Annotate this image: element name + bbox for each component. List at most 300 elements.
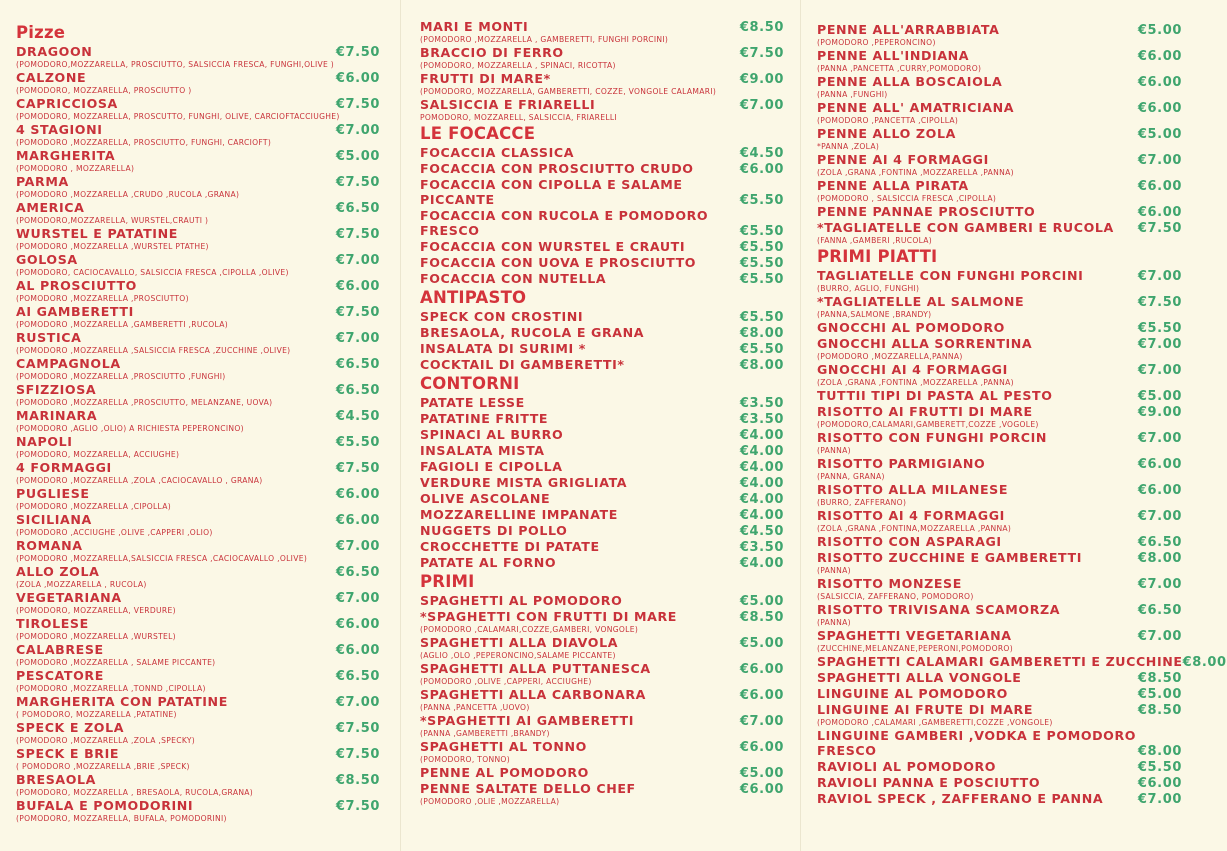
dish-ingredients: (POMODORO , SALSICCIA FRESCA ,CIPOLLA): [817, 194, 997, 203]
menu-item-row: [420, 325, 784, 341]
menu-item: [420, 713, 784, 739]
menu-item-row: [420, 255, 784, 271]
dish-ingredients: (PANNA ,PANCETTA ,UOVO): [420, 703, 530, 712]
dish-name: SPAGHETTI ALLA DIAVOLA: [420, 635, 619, 650]
menu-item-row: [817, 336, 1182, 352]
menu-item: [817, 100, 1182, 126]
dish-price: €3.50: [739, 396, 784, 411]
menu-item-row: [16, 694, 380, 710]
dish-name: PENNE ALL'ARRABBIATA: [817, 22, 1000, 37]
dish-name: PATATE AL FORNO: [420, 555, 557, 570]
dish-name: PUGLIESE: [16, 486, 90, 501]
menu-item: [16, 564, 380, 590]
dish-ingredients: (PANNA, GRANA): [817, 472, 885, 481]
menu-item: [420, 161, 784, 177]
dish-name: SPAGHETTI ALLA VONGOLE: [817, 670, 1022, 685]
dish-ingredients: ( POMODORO, MOZZARELLA ,PATATINE): [16, 710, 177, 719]
menu-item-row: [817, 294, 1182, 310]
dish-name: PICCANTE: [420, 192, 495, 207]
menu-section: [420, 19, 784, 123]
dish-price: €6.00: [739, 162, 784, 177]
menu-item: [420, 145, 784, 161]
dish-name: PARMA: [16, 174, 69, 189]
dish-price: €9.00: [739, 72, 784, 87]
menu-item: [16, 70, 380, 96]
dish-price: €7.00: [1137, 431, 1182, 446]
dish-name: AMERICA: [16, 200, 85, 215]
menu-item-row: [420, 507, 784, 523]
menu-item: [16, 330, 380, 356]
menu-item-row: [817, 362, 1182, 378]
menu-item: [420, 357, 784, 373]
dish-price: €7.00: [1137, 577, 1182, 592]
menu-item: [16, 278, 380, 304]
dish-ingredients: (POMODORO ,MOZZARELLA ,CRUDO ,RUCOLA ,GRANA): [16, 190, 240, 199]
dish-ingredients: (POMODORO, CACIOCAVALLO, SALSICCIA FRESCA ,CIPOLLA ,OLIVE): [16, 268, 289, 277]
menu-item-row: [817, 775, 1182, 791]
dish-price: €5.50: [739, 224, 784, 239]
menu-item-row: [420, 555, 784, 571]
menu-item: [16, 356, 380, 382]
menu-item: [420, 309, 784, 325]
menu-item-row: [16, 330, 380, 346]
menu-item: [817, 178, 1182, 204]
menu-item-row: [420, 395, 784, 411]
menu-item-row: [16, 564, 380, 580]
menu-item: [16, 200, 380, 226]
menu-item-row: [817, 48, 1182, 64]
dish-name: PENNE SALTATE DELLO CHEF: [420, 781, 636, 796]
menu-item: [817, 628, 1182, 654]
menu-item-row: [16, 122, 380, 138]
dish-price: €6.50: [335, 357, 380, 372]
dish-price: €8.50: [739, 20, 784, 35]
menu-item-row: [420, 765, 784, 781]
dish-name: CAMPAGNOLA: [16, 356, 121, 371]
dish-ingredients: (POMODORO ,MOZZARELLA ,PROSCIUTTO ,FUNGHI): [16, 372, 226, 381]
dish-name: LINGUINE AL POMODORO: [817, 686, 1008, 701]
dish-price: €7.00: [335, 123, 380, 138]
dish-ingredients: (POMODORO ,MOZZARELLA ,PROSCIUTTO, MELANZANE, UOVA): [16, 398, 273, 407]
menu-item-row: [16, 96, 380, 112]
menu-item: [16, 616, 380, 642]
dish-price: €7.00: [1137, 363, 1182, 378]
dish-price: €5.50: [739, 310, 784, 325]
menu-item-row: [817, 550, 1182, 566]
dish-name: FOCACCIA CLASSICA: [420, 145, 575, 160]
menu-item: [420, 443, 784, 459]
dish-ingredients: (POMODORO ,OLIVE ,CAPPERI, ACCIUGHE): [420, 677, 592, 686]
menu-item: [16, 746, 380, 772]
menu-item-row: [16, 70, 380, 86]
dish-ingredients: (POMODORO ,MOZZARELLA ,ZOLA ,SPECKY): [16, 736, 196, 745]
menu-section: [420, 571, 784, 807]
menu-item: [420, 97, 784, 123]
menu-item: [16, 382, 380, 408]
dish-price: €7.50: [335, 305, 380, 320]
dish-ingredients: (POMODORO, MOZZARELLA, VERDURE): [16, 606, 176, 615]
menu-item-row: [817, 268, 1182, 284]
dish-name: RISOTTO CON FUNGHI PORCIN: [817, 430, 1048, 445]
dish-price: €6.00: [1137, 483, 1182, 498]
dish-ingredients: (POMODORO, MOZZARELLA , BRESAOLA, RUCOLA,GRANA): [16, 788, 254, 797]
dish-name: FRUTTI DI MARE*: [420, 71, 551, 86]
menu-item-row: [16, 278, 380, 294]
dish-name: BUFALA E POMODORINI: [16, 798, 194, 813]
menu-item-row: [16, 382, 380, 398]
dish-price: €8.00: [1137, 744, 1182, 759]
menu-item: [817, 743, 1182, 759]
menu-item: [420, 661, 784, 687]
menu-item-row: [817, 602, 1182, 618]
menu-item-row: [16, 408, 380, 424]
menu-item: [420, 475, 784, 491]
menu-item: [817, 48, 1182, 74]
dish-price: €7.50: [335, 97, 380, 112]
menu-item: [420, 427, 784, 443]
dish-name: MARI E MONTI: [420, 19, 529, 34]
dish-name: FOCACCIA CON UOVA E PROSCIUTTO: [420, 255, 697, 270]
menu-section: [16, 22, 380, 824]
dish-ingredients: (POMODORO ,CALAMARI,COZZE,GAMBERI, VONGOLE): [420, 625, 639, 634]
menu-item-row: [420, 357, 784, 373]
dish-ingredients: (ZOLA ,GRANA ,FONTINA ,MOZZARELLA ,PANNA): [817, 168, 1014, 177]
dish-name: PENNE AL POMODORO: [420, 765, 589, 780]
menu-section: [817, 22, 1182, 246]
dish-name: INSALATA MISTA: [420, 443, 545, 458]
dish-price: €4.50: [335, 409, 380, 424]
menu-item-row: [817, 628, 1182, 644]
dish-name: SPAGHETTI ALLA CARBONARA: [420, 687, 646, 702]
menu-item-row: [817, 508, 1182, 524]
dish-ingredients: (POMODORO, MOZZARELLA, PROSCUTTO, FUNGHI, OLIVE, CARCIOFTACCIUGHE): [16, 112, 340, 121]
dish-name: RISOTTO AI 4 FORMAGGI: [817, 508, 1005, 523]
dish-ingredients: (POMODORO ,MOZZARELLA ,PROSCIUTTO): [16, 294, 189, 303]
dish-name: TUTTII TIPI DI PASTA AL PESTO: [817, 388, 1053, 403]
menu-item: [817, 294, 1182, 320]
dish-name: PENNE ALL' AMATRICIANA: [817, 100, 1015, 115]
dish-name: SPECK CON CROSTINI: [420, 309, 584, 324]
dish-ingredients: (BURRO, ZAFFERANO): [817, 498, 907, 507]
menu-item-row: [16, 668, 380, 684]
dish-price: €7.00: [1137, 269, 1182, 284]
dish-name: WURSTEL E PATATINE: [16, 226, 178, 241]
menu-item: [420, 395, 784, 411]
dish-ingredients: (FANNA ,GAMBERI ,RUCOLA): [817, 236, 933, 245]
menu-item: [817, 670, 1182, 686]
dish-price: €7.00: [335, 253, 380, 268]
dish-price: €6.00: [1137, 101, 1182, 116]
menu-item: [16, 122, 380, 148]
menu-item-row: [16, 148, 380, 164]
menu-item: [817, 220, 1182, 246]
menu-item-row: [817, 152, 1182, 168]
dish-ingredients: (POMODORO ,MOZZARELLA ,CIPOLLA): [16, 502, 172, 511]
dish-price: €7.50: [335, 227, 380, 242]
dish-price: €4.00: [739, 508, 784, 523]
dish-name: BRESAOLA: [16, 772, 96, 787]
menu-item-row: [817, 791, 1182, 807]
dish-price: €4.00: [739, 556, 784, 571]
dish-ingredients: (POMODORO ,MOZZARELLA ,ZOLA ,CACIOCAVALLO , GRANA): [16, 476, 263, 485]
dish-price: €7.50: [335, 461, 380, 476]
dish-price: €5.00: [1137, 23, 1182, 38]
dish-price: €4.00: [739, 428, 784, 443]
menu-item-row: [420, 208, 784, 223]
menu-item: [420, 325, 784, 341]
dish-price: €6.50: [1137, 535, 1182, 550]
menu-item: [420, 19, 784, 45]
menu-item: [16, 642, 380, 668]
dish-ingredients: (POMODORO, MOZZARELLA, BUFALA, POMODORINI): [16, 814, 227, 823]
menu-item: [817, 388, 1182, 404]
menu-item-row: [16, 798, 380, 814]
menu-item: [16, 226, 380, 252]
menu-item-row: [16, 590, 380, 606]
menu-item-row: [420, 687, 784, 703]
menu-item-row: [16, 304, 380, 320]
dish-price: €6.00: [1137, 179, 1182, 194]
menu-item-row: [16, 746, 380, 762]
dish-price: €5.50: [335, 435, 380, 450]
dish-name: AI GAMBERETTI: [16, 304, 134, 319]
menu-item-row: [817, 654, 1227, 670]
dish-ingredients: (PANNA): [817, 566, 851, 575]
menu-item: [420, 539, 784, 555]
dish-price: €8.00: [1182, 655, 1227, 670]
dish-price: €6.00: [739, 782, 784, 797]
menu-item-row: [420, 523, 784, 539]
menu-item-row: [817, 204, 1182, 220]
menu-item: [817, 602, 1182, 628]
menu-item-row: [817, 702, 1182, 718]
menu-item-row: [420, 161, 784, 177]
menu-section: [817, 246, 1227, 807]
menu-item-row: [16, 174, 380, 190]
dish-price: €7.00: [739, 714, 784, 729]
menu-item-row: [817, 686, 1182, 702]
menu-item-row: [420, 45, 784, 61]
dish-ingredients: (POMODORO ,MOZZARELLA,PANNA): [817, 352, 963, 361]
dish-name: MARGHERITA CON PATATINE: [16, 694, 228, 709]
menu-column-2: [400, 0, 800, 851]
dish-ingredients: (POMODORO ,PANCETTA ,CIPOLLA): [817, 116, 959, 125]
dish-name: VERDURE MISTA GRIGLIATA: [420, 475, 628, 490]
dish-name: SPAGHETTI CALAMARI GAMBERETTI E ZUCCHINE: [817, 654, 1183, 669]
dish-name: RISOTTO AI FRUTTI DI MARE: [817, 404, 1033, 419]
dish-name: FAGIOLI E CIPOLLA: [420, 459, 563, 474]
dish-name: PATATE LESSE: [420, 395, 525, 410]
dish-price: €5.00: [739, 636, 784, 651]
menu-item: [817, 22, 1182, 48]
dish-price: €4.00: [739, 460, 784, 475]
section-title: Pizze: [16, 23, 66, 42]
menu-item: [817, 320, 1182, 336]
menu-item: [420, 341, 784, 357]
dish-price: €8.00: [1137, 551, 1182, 566]
dish-name: GNOCCHI ALLA SORRENTINA: [817, 336, 1033, 351]
menu-item-row: [16, 226, 380, 242]
menu-item: [817, 728, 1182, 743]
menu-item-row: [817, 22, 1182, 38]
menu-item-row: [16, 512, 380, 528]
dish-name: RAVIOLI AL POMODORO: [817, 759, 997, 774]
menu-item-row: [420, 177, 784, 192]
menu-item-row: [16, 356, 380, 372]
dish-ingredients: (POMODORO ,MOZZARELLA ,WURSTEL): [16, 632, 176, 641]
menu-item: [16, 174, 380, 200]
dish-name: FRESCO: [817, 743, 877, 758]
dish-name: RISOTTO MONZESE: [817, 576, 962, 591]
dish-ingredients: (POMODORO ,OLIE ,MOZZARELLA): [420, 797, 560, 806]
dish-price: €7.00: [335, 591, 380, 606]
menu-item: [817, 126, 1182, 152]
menu-item: [817, 686, 1182, 702]
menu-item: [16, 486, 380, 512]
menu-item-row: [420, 192, 784, 208]
dish-name: PENNE AI 4 FORMAGGI: [817, 152, 989, 167]
dish-price: €5.50: [1137, 760, 1182, 775]
dish-ingredients: (POMODORO ,MOZZARELLA ,TONND ,CIPOLLA): [16, 684, 206, 693]
dish-name: CAPRICCIOSA: [16, 96, 118, 111]
dish-ingredients: POMODORO, MOZZARELL, SALSICCIA, FRIARELLI: [420, 113, 617, 122]
menu-item: [420, 507, 784, 523]
menu-item-row: [420, 411, 784, 427]
dish-name: PENNE ALLO ZOLA: [817, 126, 956, 141]
dish-name: PATATINE FRITTE: [420, 411, 549, 426]
menu-item: [817, 759, 1182, 775]
dish-name: GNOCCHI AL POMODORO: [817, 320, 1005, 335]
menu-item: [420, 491, 784, 507]
dish-ingredients: (POMODORO ,MOZZARELLA, PROSCIUTTO, FUNGHI, CARCIOFT): [16, 138, 272, 147]
menu-item: [16, 512, 380, 538]
dish-name: BRESAOLA, RUCOLA E GRANA: [420, 325, 645, 340]
dish-ingredients: (POMODORO , MOZZARELLA): [16, 164, 135, 173]
dish-price: €5.50: [1137, 321, 1182, 336]
dish-name: SPECK E ZOLA: [16, 720, 125, 735]
menu-item: [817, 775, 1182, 791]
menu-item: [420, 239, 784, 255]
menu-item: [420, 555, 784, 571]
dish-price: €6.00: [1137, 75, 1182, 90]
dish-name: *SPAGHETTI AI GAMBERETTI: [420, 713, 634, 728]
dish-price: €8.00: [739, 326, 784, 341]
dish-name: FRESCO: [420, 223, 480, 238]
dish-name: *SPAGHETTI CON FRUTTI DI MARE: [420, 609, 677, 624]
menu-item: [420, 45, 784, 71]
dish-price: €8.50: [1137, 703, 1182, 718]
menu-item-row: [420, 459, 784, 475]
dish-name: GNOCCHI AI 4 FORMAGGI: [817, 362, 1008, 377]
dish-price: €6.00: [739, 662, 784, 677]
dish-name: LINGUINE GAMBERI ,VODKA E POMODORO: [817, 728, 1137, 743]
menu-item: [16, 720, 380, 746]
menu-item-row: [817, 220, 1182, 236]
dish-ingredients: (POMODORO ,MOZZARELLA ,WURSTEL PTATHE): [16, 242, 209, 251]
dish-name: FOCACCIA CON PROSCIUTTO CRUDO: [420, 161, 694, 176]
menu-item: [420, 223, 784, 239]
dish-name: RISOTTO ALLA MILANESE: [817, 482, 1009, 497]
dish-ingredients: (PANNA,SALMONE ,BRANDY): [817, 310, 932, 319]
menu-item-row: [420, 609, 784, 625]
menu-item: [817, 74, 1182, 100]
menu-item: [817, 404, 1182, 430]
menu-item: [16, 434, 380, 460]
dish-name: PENNE ALLA BOSCAIOLA: [817, 74, 1003, 89]
dish-price: €8.50: [739, 610, 784, 625]
dish-name: SICILIANA: [16, 512, 92, 527]
dish-price: €4.00: [739, 476, 784, 491]
menu-item-row: [420, 739, 784, 755]
menu-item: [420, 593, 784, 609]
dish-price: €7.00: [1137, 792, 1182, 807]
menu-item: [16, 148, 380, 174]
menu-item-row: [16, 538, 380, 554]
dish-name: 4 STAGIONI: [16, 122, 103, 137]
dish-price: €8.50: [335, 773, 380, 788]
dish-name: ALLO ZOLA: [16, 564, 100, 579]
menu-item: [420, 781, 784, 807]
menu-item: [817, 362, 1182, 388]
dish-price: €6.50: [335, 383, 380, 398]
dish-ingredients: (POMODORO, MOZZARELLA , SPINACI, RICOTTA): [420, 61, 616, 70]
dish-ingredients: (POMODORO ,AGLIO ,OLIO) A RICHIESTA PEPERONCINO): [16, 424, 244, 433]
menu-item: [420, 609, 784, 635]
dish-name: SPAGHETTI AL TONNO: [420, 739, 587, 754]
dish-ingredients: (POMODORO ,MOZZARELLA , GAMBERETTI, FUNGHI PORCINI): [420, 35, 669, 44]
dish-ingredients: (AGLIO ,OLO ,PEPERONCINO,SALAME PICCANTE): [420, 651, 616, 660]
dish-name: RISOTTO CON ASPARAGI: [817, 534, 1002, 549]
menu-item: [817, 336, 1182, 362]
menu-item-row: [420, 97, 784, 113]
menu-item: [817, 268, 1182, 294]
menu-item-row: [817, 670, 1182, 686]
menu-item-row: [420, 539, 784, 555]
dish-name: TAGLIATELLE CON FUNGHI PORCINI: [817, 268, 1084, 283]
menu-item: [817, 204, 1182, 220]
dish-price: €7.50: [739, 46, 784, 61]
menu-item: [16, 408, 380, 434]
dish-price: €7.00: [1137, 337, 1182, 352]
section-title: CONTORNI: [420, 374, 520, 393]
dish-name: VEGETARIANA: [16, 590, 122, 605]
menu-item: [420, 192, 784, 208]
dish-price: €6.00: [335, 513, 380, 528]
dish-price: €6.50: [335, 565, 380, 580]
menu-item-row: [817, 728, 1182, 743]
dish-price: €7.50: [335, 45, 380, 60]
dish-price: €6.00: [335, 279, 380, 294]
menu-item-row: [16, 486, 380, 502]
dish-name: GOLOSA: [16, 252, 78, 267]
menu-item-row: [817, 404, 1182, 420]
dish-ingredients: (POMODORO, TONNO): [420, 755, 510, 764]
menu-item: [817, 791, 1182, 807]
dish-price: €5.50: [739, 240, 784, 255]
menu-item-row: [420, 271, 784, 287]
menu-item-row: [420, 443, 784, 459]
dish-ingredients: (ZOLA ,GRANA ,FONTINA,MOZZARELLA ,PANNA): [817, 524, 1012, 533]
dish-name: RUSTICA: [16, 330, 82, 345]
dish-price: €4.00: [739, 444, 784, 459]
dish-name: PESCATORE: [16, 668, 104, 683]
dish-price: €8.00: [739, 358, 784, 373]
menu-item-row: [420, 239, 784, 255]
dish-price: €6.00: [1137, 205, 1182, 220]
dish-price: €3.50: [739, 540, 784, 555]
dish-ingredients: (POMODORO, MOZZARELLA, GAMBERETTI, COZZE, VONGOLE CALAMARI): [420, 87, 717, 96]
dish-price: €6.50: [335, 669, 380, 684]
